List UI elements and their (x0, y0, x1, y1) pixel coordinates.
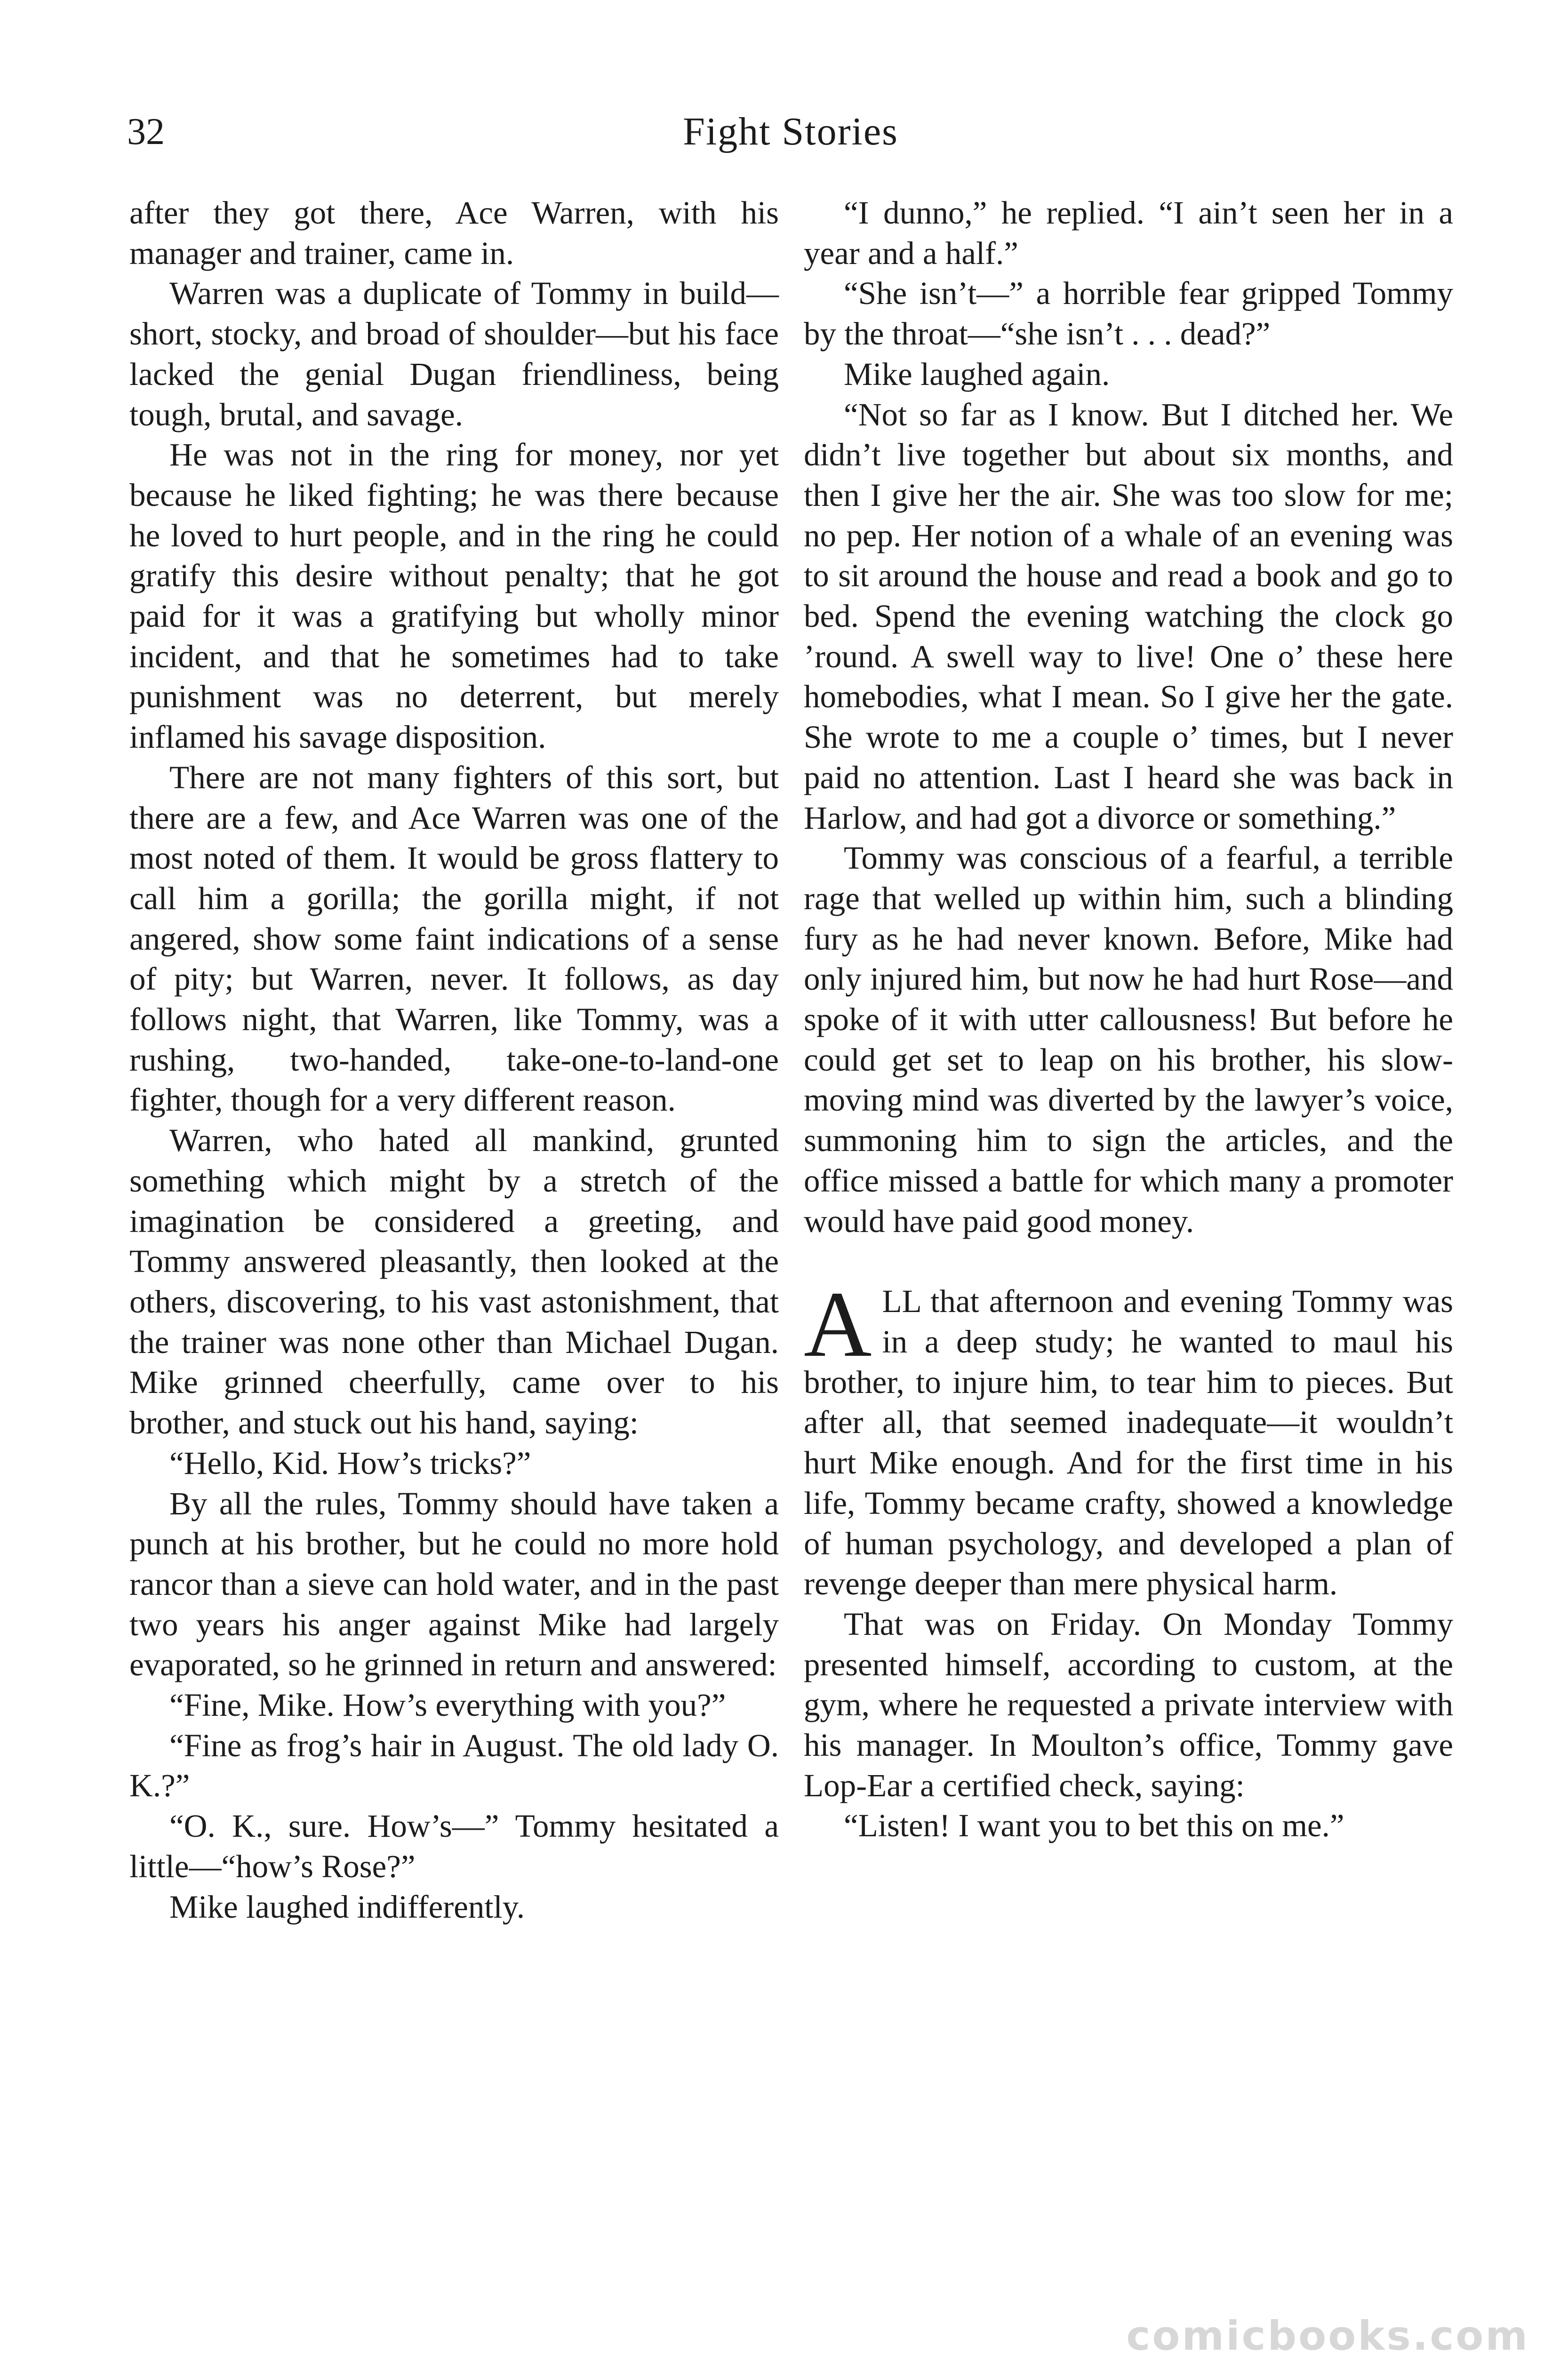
paragraph: Tommy was conscious of a fearful, a terrible rage that welled up within him, such a blinding fury as he had never known. Before, Mike had only injured him, but now he had hurt Rose—and spoke of it with utter callousness! But before he could get set to leap on his brother, his slow-moving mind was diverted by the lawyer’s voice, summoning him to sign the articles, and the office missed a battle for which many a promoter would have paid good money. (804, 840, 1453, 1239)
paragraph: Mike laughed indifferently. (169, 1889, 525, 1925)
paragraph: after they got there, Ace Warren, with his manager and trainer, came in. (129, 195, 779, 271)
paragraph: Warren, who hated all mankind, grunted something which might by a stretch of the imagination be considered a greeting, and Tommy answered pleasantly, then looked at the others, discovering, to his vast astonishment, that the trainer was none other than Michael Dugan. Mike grinned cheerfully, came over to his brother, and stuck out his hand, saying: (129, 1122, 779, 1441)
paragraph: He was not in the ring for money, nor yet because he liked fighting; he was there because he loved to hurt people, and in the ring he could gratify this desire without penalty; that he got paid for it was a gratifying but wholly minor incident, and that he sometimes had to take punishment was no deterrent, but merely inflamed his savage disposition. (129, 437, 779, 755)
paragraph: Warren was a duplicate of Tommy in build—short, stocky, and broad of shoulder—but his face lacked the genial Dugan friendliness, being tough, brutal, and savage. (129, 275, 779, 432)
paragraph: “Not so far as I know. But I ditched her. We didn’t live together but about six months, and then I give her the air. She was too slow for me; no pep. Her notion of a whale of an evening was to sit around the house and read a book and go to bed. Spend the evening watching the clock go ’round. A swell way to live! One o’ these here homebodies, what I mean. So I give her the gate. She wrote to me a couple o’ times, but I never paid no attention. Last I heard she was back in Harlow, and had got a divorce or something.” (804, 396, 1453, 836)
watermark-logo: comicbooks.com (1126, 2313, 1529, 2353)
paragraph: “Fine, Mike. How’s everything with you?” (169, 1687, 726, 1723)
section-break (804, 1241, 1453, 1281)
paragraph: “O. K., sure. How’s—” Tommy hesitated a little—“how’s Rose?” (129, 1808, 779, 1884)
paragraph: By all the rules, Tommy should have taken a punch at his brother, but he could no more hold rancor than a sieve can hold water, and in the past two years his anger against Mike had largely evaporated, so he grinned in return and answered: (129, 1485, 779, 1683)
paragraph: That was on Friday. On Monday Tommy presented himself, according to custom, at the gym, where he requested a private interview with his manager. In Moulton’s office, Tommy gave Lop-Ear a certified check, saying: (804, 1606, 1453, 1803)
page-header (127, 104, 1454, 169)
page-number: 32 (127, 111, 165, 152)
paragraph: “Listen! I want you to bet this on me.” (844, 1808, 1344, 1844)
section-opening-text: LL that afternoon and evening Tommy was in a deep study; he wanted to maul his brother, to injure him, to tear him to pieces. But after all, that seemed inadequate—it wouldn’t hurt Mike enough. And for the first time in his life, Tommy became crafty, showed a knowledge of human psychology, and developed a plan of revenge deeper than mere physical harm. (804, 1283, 1453, 1602)
drop-cap: A (804, 1273, 872, 1377)
paragraph: “She isn’t—” a horrible fear gripped Tommy by the throat—“she isn’t . . . dead?” (804, 275, 1453, 352)
paragraph: There are not many fighters of this sort, but there are a few, and Ace Warren was one of the most noted of them. It would be gross flattery to call him a gorilla; the gorilla might, if not angered, show some faint indications of a sense of pity; but Warren, never. It follows, as day follows night, that Warren, like Tommy, was a rushing, two-handed, take-one-to-land-one fighter, though for a very different reason. (129, 759, 779, 1118)
paragraph: “I dunno,” he replied. “I ain’t seen her in a year and a half.” (804, 195, 1453, 271)
left-column (129, 193, 779, 1927)
paragraph: “Fine as frog’s hair in August. The old lady O. K.?” (129, 1727, 779, 1804)
paragraph: Mike laughed again. (844, 356, 1110, 392)
right-column (804, 193, 1453, 1846)
paragraph: “Hello, Kid. How’s tricks?” (169, 1445, 531, 1481)
running-title: Fight Stories (683, 110, 898, 153)
section-opening-paragraph (804, 1273, 1453, 1604)
